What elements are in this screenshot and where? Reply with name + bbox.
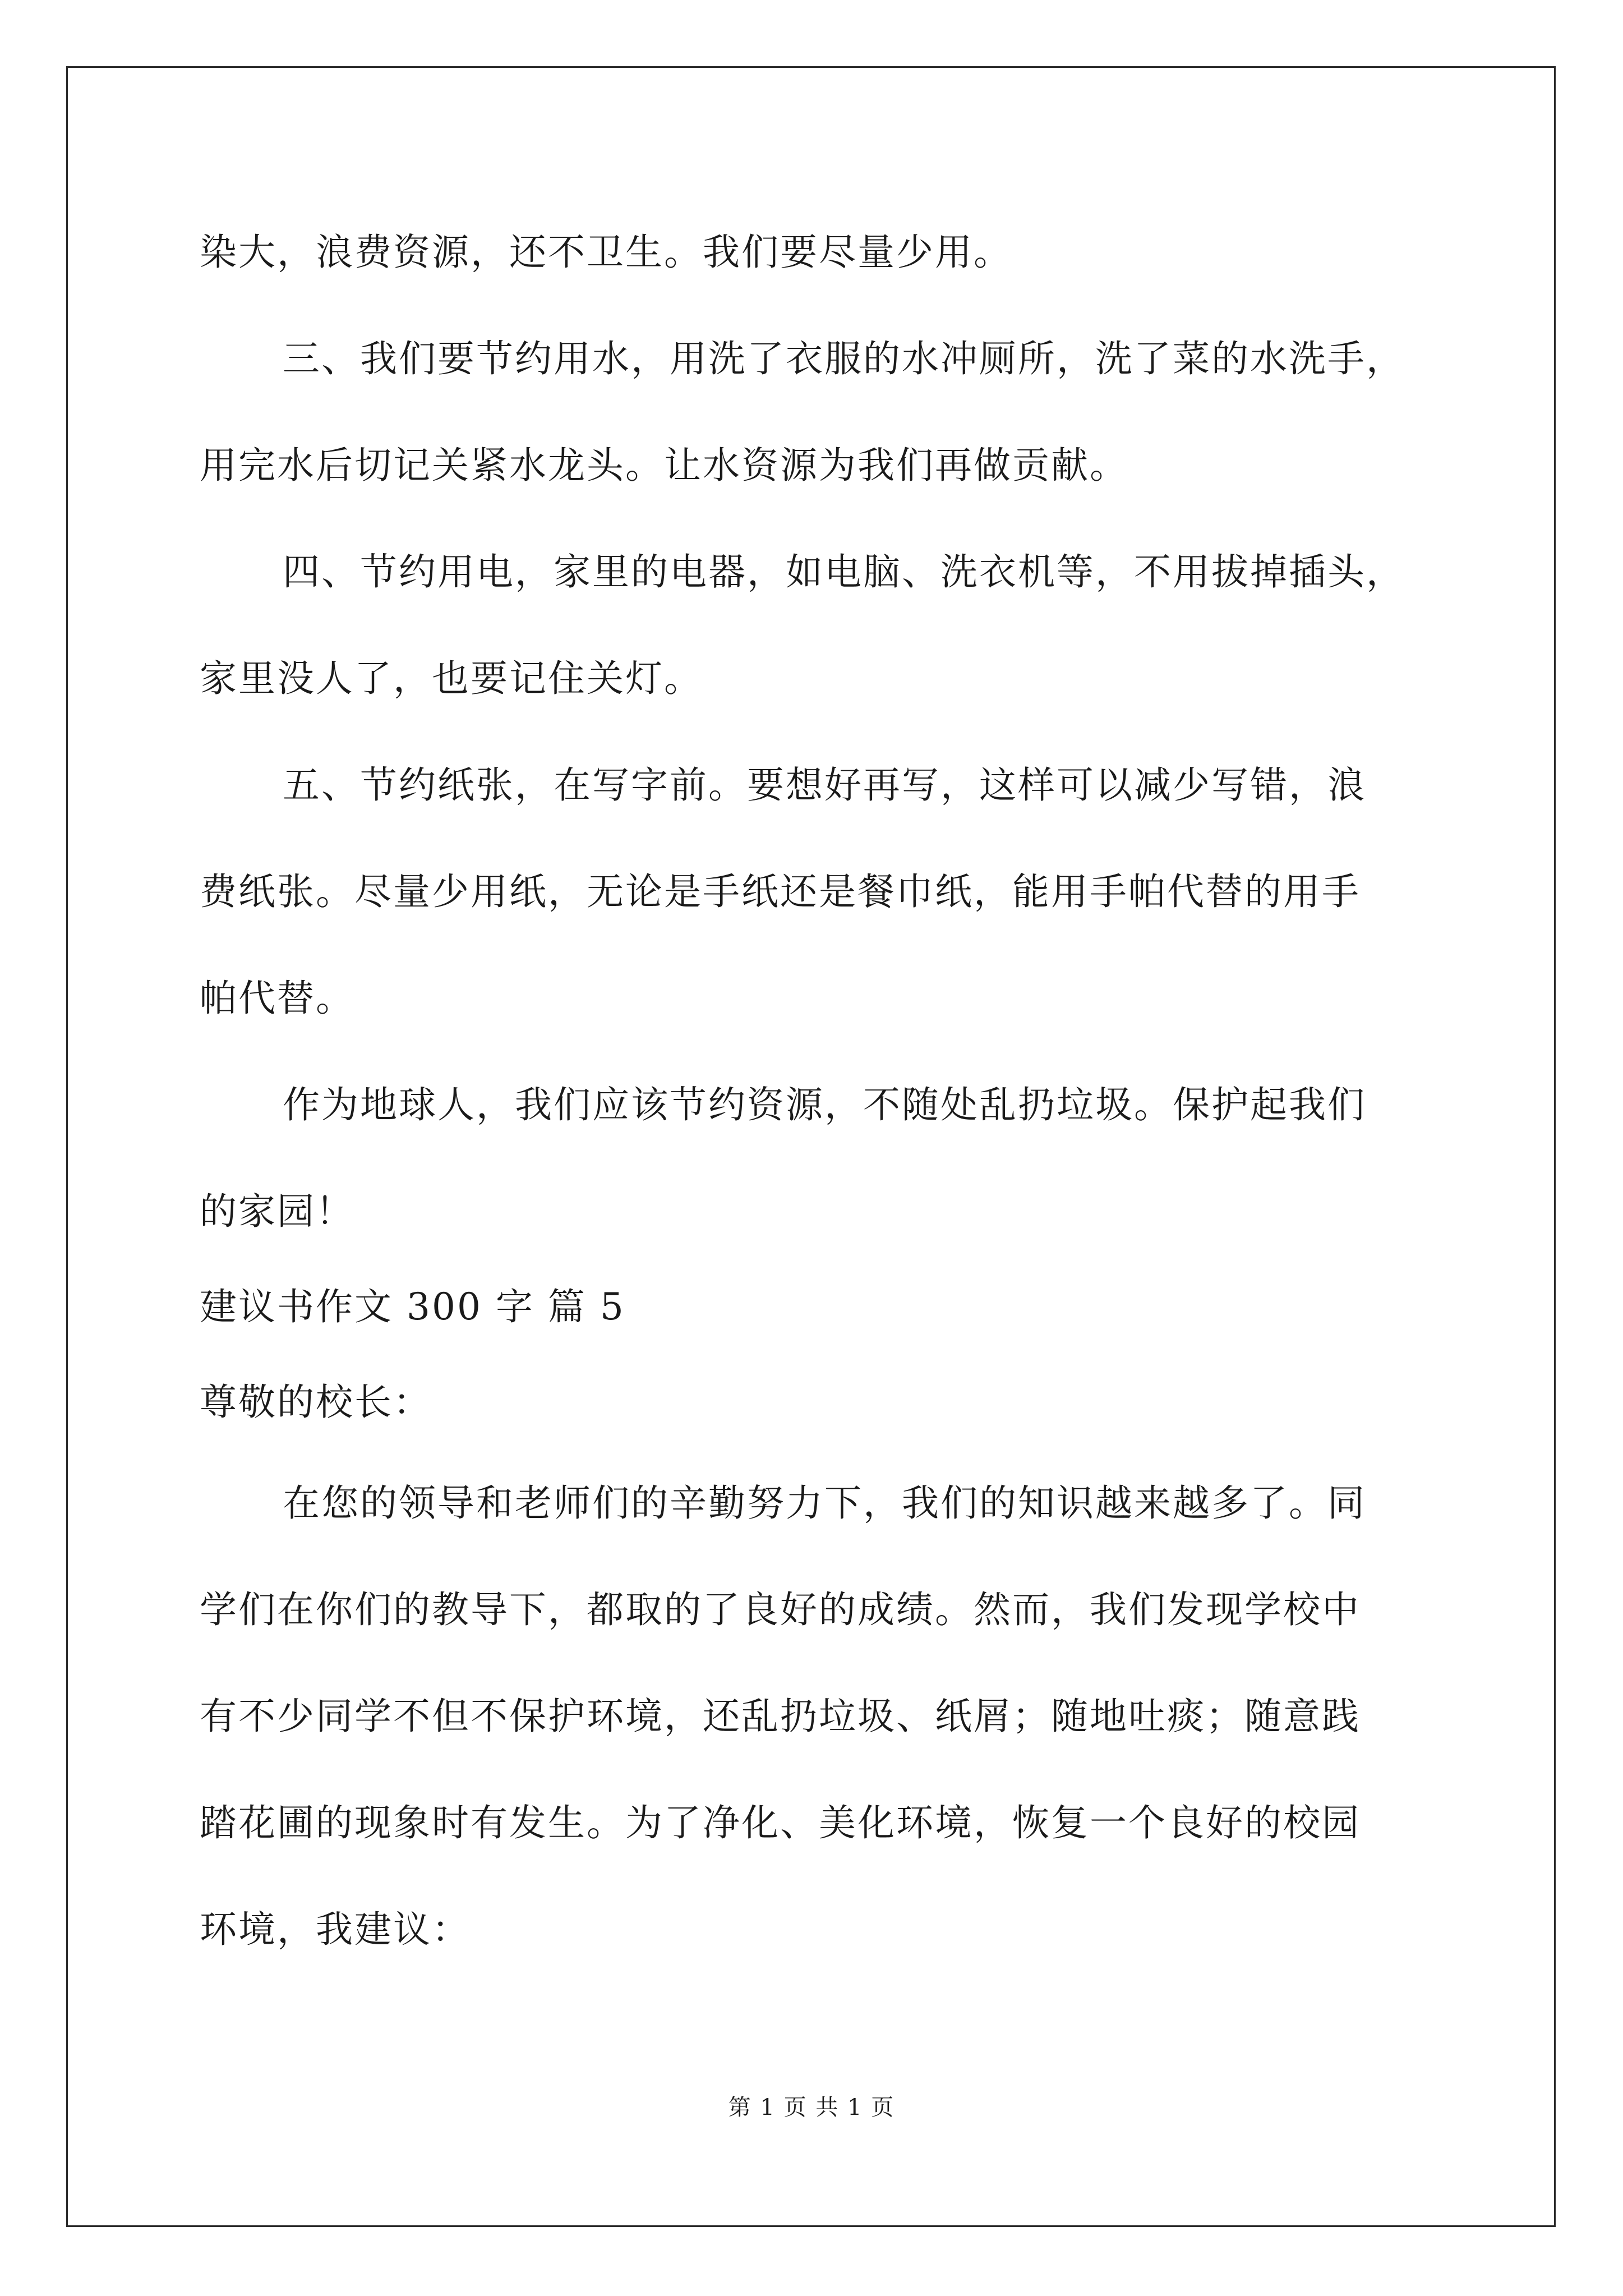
page-footer: 第 1 页 共 1 页: [728, 2095, 895, 2120]
text-line: 踏花圃的现象时有发生。为了净化、美化环境，恢复一个良好的校园: [200, 1801, 1361, 1844]
paragraph-line: 作为地球人，我们应该节约资源，不随处乱扔垃圾。保护起我们: [283, 1083, 1366, 1126]
paragraph-line: 三、我们要节约用水，用洗了衣服的水冲厕所，洗了菜的水洗手，: [283, 337, 1405, 380]
text-line: 帕代替。: [200, 977, 354, 1020]
paragraph-line: 五、节约纸张，在写字前。要想好再写，这样可以减少写错，浪: [283, 763, 1366, 807]
paragraph-line: 四、节约用电，家里的电器，如电脑、洗衣机等，不用拔掉插头，: [283, 550, 1405, 593]
text-line: 家里没人了，也要记住关灯。: [200, 657, 703, 700]
paragraph-line: 在您的领导和老师们的辛勤努力下，我们的知识越来越多了。同: [283, 1481, 1366, 1525]
text-line: 环境，我建议：: [200, 1908, 471, 1951]
text-line: 有不少同学不但不保护环境，还乱扔垃圾、纸屑；随地吐痰；随意践: [200, 1695, 1361, 1738]
page-border: [66, 66, 1556, 2227]
section-heading: 建议书作文 300 字 篇 5: [200, 1285, 625, 1328]
text-line: 费纸张。尽量少用纸，无论是手纸还是餐巾纸，能用手帕代替的用手: [200, 870, 1361, 913]
text-line: 的家园！: [200, 1190, 354, 1233]
text-line: 用完水后切记关紧水龙头。让水资源为我们再做贡献。: [200, 444, 1128, 487]
text-line: 染大，浪费资源，还不卫生。我们要尽量少用。: [200, 231, 1012, 274]
salutation: 尊敬的校长：: [200, 1381, 432, 1424]
text-line: 学们在你们的教导下，都取的了良好的成绩。然而，我们发现学校中: [200, 1588, 1361, 1631]
